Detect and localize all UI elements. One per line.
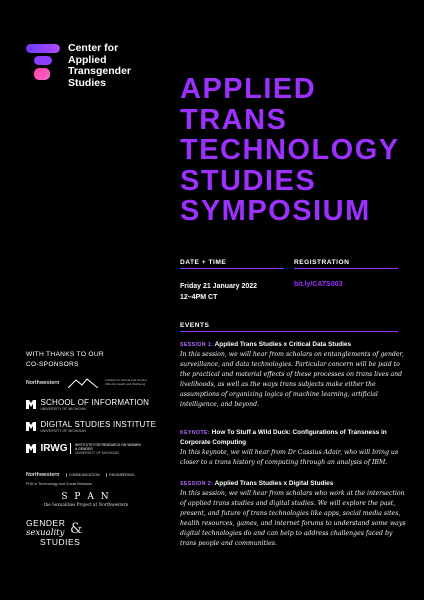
sponsor-northwestern-isgmh [26, 374, 147, 392]
sponsor-name: SCHOOL OF INFORMATION [40, 398, 150, 408]
sponsor-sub: Institute for Sexual and Gender Minority Health and Wellbeing [105, 378, 147, 386]
events-divider [180, 331, 398, 332]
sponsor-name: Northwestern [26, 472, 60, 478]
sponsor-sub: UNIVERSITY OF MICHIGAN [40, 429, 87, 434]
event-item [180, 428, 410, 468]
mountain-icon [68, 378, 98, 388]
sponsor-name: S P A N [61, 492, 111, 502]
sponsor-sub: UNIVERSITY OF MICHIGAN [74, 450, 119, 455]
events-heading: EVENTS [180, 322, 210, 329]
title-line: TECHNOLOGY [180, 134, 400, 166]
block-m-icon [26, 444, 36, 453]
sponsor-sub: UNIVERSITY OF MICHIGAN [40, 407, 87, 412]
sponsor-irwg [26, 440, 141, 458]
org-name-line: Transgender [68, 65, 132, 77]
event-description: In this session, we will hear from scholars who work at the intersection of applied trans studies and digital studies. We will explore the past, present, and future of trans technologies like apps, social media sites, health resources, games, and internet forums to understand some ways digital technologies do and can help to address challenges faced by trans people and communities. [180, 490, 406, 547]
event-time: 12–4PM CT [180, 294, 218, 301]
cats-logo-icon [26, 44, 64, 82]
event-tag: SESSION 1: [180, 342, 214, 348]
sponsors-heading-line: WITH THANKS TO OUR [26, 351, 104, 358]
sponsor-name: STUDIES [40, 537, 81, 547]
event-tag: SESSION 2: [180, 481, 214, 487]
title-line: APPLIED [180, 73, 317, 105]
sponsor-sub: COMMUNICATION [66, 473, 100, 477]
title-line: SYMPOSIUM [180, 195, 371, 227]
block-m-icon [26, 422, 36, 431]
org-name-line: Studies [68, 76, 106, 89]
event-description: In this keynote, we will hear from Dr Cassius Adair, who will bring us closer to a trans history of computing through an analysis of IBM. [180, 449, 399, 466]
sponsor-sub: INSTITUTE FOR RESEARCH ON WOMEN & GENDER [74, 442, 141, 451]
date-divider [180, 268, 284, 269]
event-description: In this session, we will hear from scholars on entanglements of gender, surveillance, and data technologies. Particular concern will be paid to the practical and material effects of these processes on trans lives and livelihoods, as well as the ways trans subjects make either the assumptions of organizing logics of machine learning, artificial intelligence, and beyond. [180, 351, 404, 408]
sponsor-span [26, 492, 146, 507]
sponsor-name: Northwestern [26, 379, 60, 386]
sponsor-name: sexuality [26, 527, 65, 538]
sponsor-sub: PhD in Technology and Social Behavior [26, 482, 93, 486]
sponsor-name: IRWG [40, 443, 70, 454]
sponsor-sub: ENGINEERING [106, 473, 134, 477]
ampersand-icon: & [70, 521, 83, 537]
title-line: STUDIES [180, 164, 317, 197]
sponsor-name: GENDER [26, 518, 66, 528]
sponsor-name: DIGITAL STUDIES INSTITUTE [40, 420, 157, 430]
date-time-text [180, 281, 257, 303]
sponsor-sub: the Sexualities Project at Northwestern [43, 502, 129, 507]
sponsor-northwestern-tsb [26, 463, 134, 486]
registration-link[interactable]: bit.ly/CATS003 [294, 281, 343, 288]
registration-divider [294, 268, 398, 269]
sponsors-heading-line: CO-SPONSORS [26, 361, 79, 368]
sponsor-school-of-information [26, 396, 149, 414]
sponsor-digital-studies [26, 418, 156, 436]
event-tag: KEYNOTE: [180, 430, 211, 436]
title-line: TRANS [180, 103, 288, 136]
org-name-line: Center for [68, 42, 119, 54]
sponsor-gender-sexuality-studies [26, 518, 83, 548]
registration-heading: REGISTRATION [294, 259, 350, 266]
block-m-icon [26, 400, 36, 409]
event-title-text: Applied Trans Studies x Digital Studies [214, 480, 334, 487]
event-item [180, 479, 410, 549]
event-date: Friday 21 January 2022 [180, 283, 258, 290]
date-time-heading: DATE + TIME [180, 259, 227, 266]
org-name-line: Applied [68, 53, 107, 66]
event-title-text: How To Stuff a Wild Duck: Configurations of Transness in Corporate Computing [180, 429, 387, 446]
event-item [180, 340, 410, 410]
event-title-text: Applied Trans Studies x Critical Data Studies [214, 341, 352, 348]
sponsors-heading [26, 350, 146, 370]
event-title [180, 74, 410, 227]
